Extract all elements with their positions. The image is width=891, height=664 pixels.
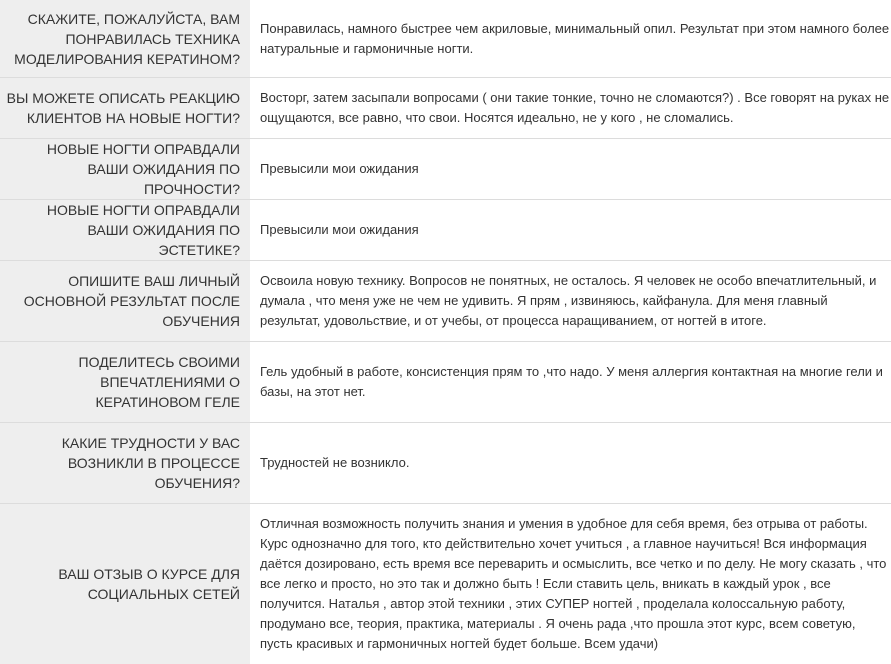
- qa-row: [0, 139, 891, 200]
- answer-cell: Освоила новую технику. Вопросов не понятных, не осталось. Я человек не особо впечатлительный, и думала , что меня уже не чем не удивить. Я прям , извиняюсь, кайфанула. Для меня главный результат, удовольствие, и от учебы, от процесса наращиванием, от ногтей в итоге.: [250, 261, 891, 342]
- question-cell: КАКИЕ ТРУДНОСТИ У ВАС ВОЗНИКЛИ В ПРОЦЕССЕ ОБУЧЕНИЯ?: [0, 423, 250, 504]
- answer-cell: Превысили мои ожидания: [250, 139, 891, 200]
- answer-cell: Понравилась, намного быстрее чем акриловые, минимальный опил. Результат при этом намного более натуральные и гармоничные ногти.: [250, 0, 891, 78]
- question-cell: СКАЖИТЕ, ПОЖАЛУЙСТА, ВАМ ПОНРАВИЛАСЬ ТЕХНИКА МОДЕЛИРОВАНИЯ КЕРАТИНОМ?: [0, 0, 250, 78]
- qa-row: [0, 504, 891, 664]
- question-cell: ВАШ ОТЗЫВ О КУРСЕ ДЛЯ СОЦИАЛЬНЫХ СЕТЕЙ: [0, 504, 250, 664]
- question-cell: НОВЫЕ НОГТИ ОПРАВДАЛИ ВАШИ ОЖИДАНИЯ ПО ЭСТЕТИКЕ?: [0, 200, 250, 261]
- answer-cell: Гель удобный в работе, консистенция прям то ,что надо. У меня аллергия контактная на многие гели и базы, на этот нет.: [250, 342, 891, 423]
- answer-cell: Восторг, затем засыпали вопросами ( они такие тонкие, точно не сломаются?) . Все говорят на руках не ощущаются, все равно, что свои. Носятся идеально, не у кого , не сломались.: [250, 78, 891, 139]
- qa-row: [0, 261, 891, 342]
- question-cell: ВЫ МОЖЕТЕ ОПИСАТЬ РЕАКЦИЮ КЛИЕНТОВ НА НОВЫЕ НОГТИ?: [0, 78, 250, 139]
- qa-row: [0, 423, 891, 504]
- question-cell: ПОДЕЛИТЕСЬ СВОИМИ ВПЕЧАТЛЕНИЯМИ О КЕРАТИНОВОМ ГЕЛЕ: [0, 342, 250, 423]
- answer-cell: Трудностей не возникло.: [250, 423, 891, 504]
- answer-cell: Отличная возможность получить знания и умения в удобное для себя время, без отрыва от работы. Курс однозначно для того, кто действительно хочет учиться , а главное научиться! Вся информация даётся дозировано, есть время все переварить и осмыслить, все четко и по делу. Не могу сказать , что все легко и просто, но это так и должно быть ! Если ставить цель, вникать в каждый урок , все получится. Наталья , автор этой техники , этих СУПЕР ногтей , проделала колоссальную работу, продумано все, теория, практика, материалы . Я очень рада ,что прошла этот курс, всем советую, пусть красивых и гармоничных ногтей будет больше. Всем удачи): [250, 504, 891, 664]
- qa-row: [0, 78, 891, 139]
- qa-row: [0, 342, 891, 423]
- qa-row: [0, 0, 891, 78]
- answer-cell: Превысили мои ожидания: [250, 200, 891, 261]
- question-cell: ОПИШИТЕ ВАШ ЛИЧНЫЙ ОСНОВНОЙ РЕЗУЛЬТАТ ПОСЛЕ ОБУЧЕНИЯ: [0, 261, 250, 342]
- qa-row: [0, 200, 891, 261]
- question-cell: НОВЫЕ НОГТИ ОПРАВДАЛИ ВАШИ ОЖИДАНИЯ ПО ПРОЧНОСТИ?: [0, 139, 250, 200]
